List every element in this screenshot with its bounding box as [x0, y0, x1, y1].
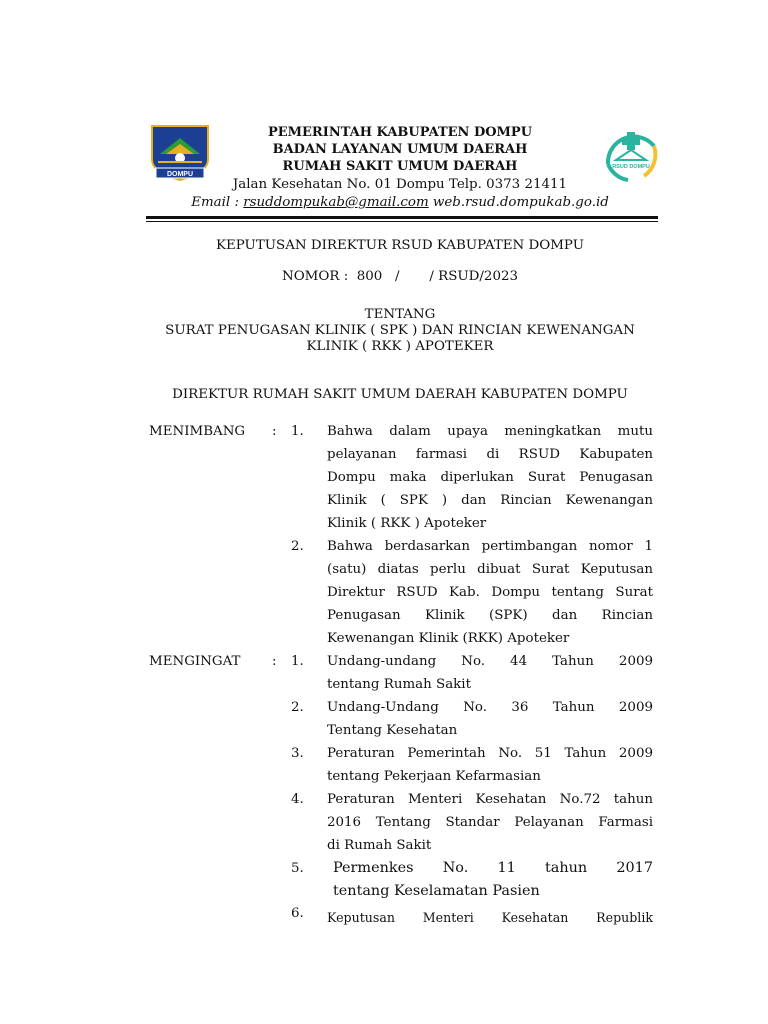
text-line: tentang Pekerjaan Kefarmasian: [327, 769, 541, 784]
text-line: Keputusan Menteri Kesehatan Republik: [327, 910, 653, 925]
text-line: 2016 Tentang Standar Pelayanan Farmasi: [327, 815, 653, 830]
text-line: Klinik ( RKK ) Apoteker: [327, 516, 487, 531]
mengingat-item-text: [327, 742, 653, 788]
text-line: tentang Keselamatan Pasien: [333, 883, 540, 899]
text-line: Direktur RSUD Kab. Dompu tentang Surat: [327, 585, 653, 600]
mengingat-item-text: [327, 696, 653, 742]
text-line: Dompu maka diperlukan Surat Penugasan: [327, 470, 653, 485]
mengingat-item-text: [333, 857, 653, 903]
text-line: Penugasan Klinik (SPK) dan Rincian: [327, 608, 653, 623]
text-line: Bahwa dalam upaya meningkatkan mutu: [327, 424, 653, 439]
mengingat-colon: :: [272, 654, 277, 669]
text-line: Undang-Undang No. 36 Tahun 2009: [327, 700, 653, 715]
menimbang-item-number: 1.: [291, 424, 304, 439]
about-heading: TENTANG: [364, 307, 436, 322]
menimbang-label: MENIMBANG: [149, 424, 246, 439]
letterhead-rule-thin: [146, 221, 658, 222]
subject-line-2: KLINIK ( RKK ) APOTEKER: [306, 339, 494, 354]
mengingat-item-number: 6.: [291, 906, 304, 921]
decree-title: KEPUTUSAN DIREKTUR RSUD KABUPATEN DOMPU: [216, 238, 584, 253]
letterhead-line-2: BADAN LAYANAN UMUM DAERAH: [272, 142, 528, 157]
text-line: pelayanan farmasi di RSUD Kabupaten: [327, 447, 653, 462]
text-line: tentang Rumah Sakit: [327, 677, 471, 692]
mengingat-item-number: 1.: [291, 654, 304, 669]
menimbang-colon: :: [272, 424, 277, 439]
rsud-logo-text: RSUD DOMPU: [612, 164, 650, 170]
decree-number: NOMOR : 800 / / RSUD/2023: [281, 269, 519, 284]
letterhead-line-3: RUMAH SAKIT UMUM DAERAH: [282, 159, 518, 174]
mengingat-label: MENGINGAT: [149, 654, 241, 669]
text-line: (satu) diatas perlu dibuat Surat Keputusan: [327, 562, 653, 577]
text-line: Peraturan Menteri Kesehatan No.72 tahun: [327, 792, 653, 807]
letterhead-contact: [150, 195, 650, 210]
letterhead-address: Jalan Kesehatan No. 01 Dompu Telp. 0373 21411: [232, 177, 568, 192]
mengingat-item-number: 5.: [291, 861, 304, 876]
mengingat-item-number: 2.: [291, 700, 304, 715]
mengingat-item-number: 3.: [291, 746, 304, 761]
website-text: web.rsud.dompukab.go.id: [432, 195, 609, 210]
text-line: Undang-undang No. 44 Tahun 2009: [327, 654, 653, 669]
mengingat-item-text: [327, 788, 653, 857]
subject-line-1: SURAT PENUGASAN KLINIK ( SPK ) DAN RINCIAN KEWENANGAN: [165, 323, 635, 338]
issuer-heading: DIREKTUR RUMAH SAKIT UMUM DAERAH KABUPATEN DOMPU: [172, 387, 628, 402]
menimbang-item-number: 2.: [291, 539, 304, 554]
mengingat-item-text: [327, 650, 653, 696]
text-line: Bahwa berdasarkan pertimbangan nomor 1: [327, 539, 653, 554]
letterhead-line-1: PEMERINTAH KABUPATEN DOMPU: [267, 125, 533, 140]
text-line: Kewenangan Klinik (RKK) Apoteker: [327, 631, 570, 646]
menimbang-item-text: [327, 535, 653, 650]
menimbang-item-text: [327, 420, 653, 535]
email-link[interactable]: rsuddompukab@gmail.com: [243, 195, 429, 210]
text-line: Klinik ( SPK ) dan Rincian Kewenangan: [327, 493, 653, 508]
text-line: Tentang Kesehatan: [327, 723, 458, 738]
text-line: Permenkes No. 11 tahun 2017: [333, 860, 653, 876]
mengingat-item-number: 4.: [291, 792, 304, 807]
letterhead-rule-thick: [146, 216, 658, 219]
email-label: Email :: [191, 195, 239, 210]
crest-logo-text: DOMPU: [166, 171, 194, 178]
text-line: Peraturan Pemerintah No. 51 Tahun 2009: [327, 746, 653, 761]
mengingat-item-text: [327, 906, 653, 929]
text-line: di Rumah Sakit: [327, 838, 432, 853]
